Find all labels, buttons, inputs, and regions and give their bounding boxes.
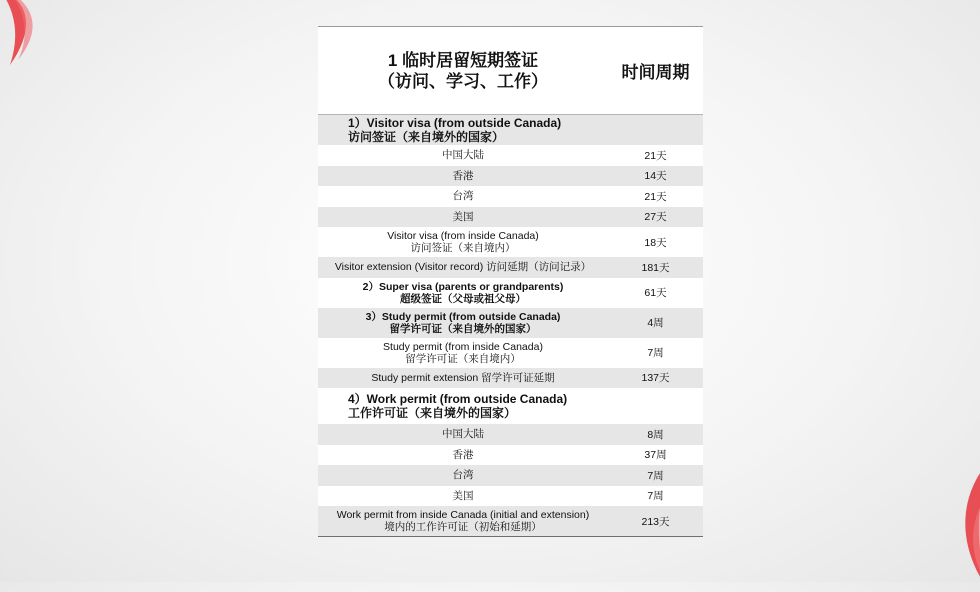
section-work-permit [318,388,703,424]
row-label-cn: 访问签证（来自境内） [410,242,516,254]
row-label-cn: 留学许可证（来自境外的国家） [389,322,537,335]
row-label-cn: 留学许可证（来自境内） [405,352,521,365]
table-row [318,207,703,228]
red-ribbon-decoration [0,0,50,70]
row-label: 台湾 [452,469,474,482]
table-row [318,465,703,486]
table-row [318,166,703,187]
section-title: 1）Visitor visa (from outside Canada) [348,116,562,130]
row-label: 香港 [452,448,474,461]
row-label: 中国大陆 [442,149,484,162]
table-row [318,424,703,445]
row-label: Visitor visa (from inside Canada) [387,230,539,242]
row-label: Study permit (from inside Canada) [383,340,543,353]
table-row [318,257,703,278]
header-title-line1: 1 临时居留短期签证 [387,50,539,70]
table-header [318,27,703,115]
row-value: 61天 [644,287,667,299]
header-title [318,50,608,92]
row-value: 27天 [644,211,667,224]
row-label: 美国 [452,489,474,502]
row-value: 21天 [644,149,667,162]
header-title-line2: （访问、学习、工作） [378,71,548,91]
row-label: Work permit from inside Canada (initial and extension) [336,509,590,521]
row-value: 4周 [647,317,664,329]
row-value: 21天 [644,190,667,203]
row-label: 香港 [452,169,474,182]
table-row [318,368,703,389]
row-value: 7周 [647,347,664,359]
visa-processing-times-table [318,26,703,537]
section-visitor-visa [318,115,703,145]
table-row [318,278,703,308]
row-value: 213天 [641,515,670,528]
table-row [318,486,703,507]
table-row [318,445,703,466]
row-value: 18天 [644,236,667,249]
row-label: 中国大陆 [442,428,484,441]
table-row [318,145,703,166]
row-label-cn: 境内的工作许可证（初始和延期） [384,521,542,533]
table-row [318,308,703,338]
row-value: 137天 [641,372,670,385]
row-value: 14天 [644,170,667,183]
red-ribbon-decoration [950,462,980,592]
row-label: 台湾 [452,190,474,203]
table-row [318,338,703,368]
row-value: 37周 [644,449,667,462]
row-label: 2）Super visa (parents or grandparents) [362,280,564,293]
header-column-period: 时间周期 [621,63,690,82]
row-value: 7周 [647,490,664,503]
section-subtitle: 访问签证（来自境外的国家） [348,130,505,144]
row-value: 181天 [641,261,670,274]
row-label: 3）Study permit (from outside Canada) [365,310,561,323]
row-value: 7周 [647,469,664,482]
row-label: Visitor extension (Visitor record) 访问延期（访问记录） [334,261,592,274]
table-row [318,186,703,207]
row-label-cn: 超级签证（父母或祖父母） [400,292,526,305]
section-title: 4）Work permit (from outside Canada) [348,392,568,406]
table-row [318,227,703,257]
table-row [318,506,703,536]
row-value: 8周 [647,428,664,441]
row-label: Study permit extension 留学许可证延期 [371,371,555,384]
row-label: 美国 [452,210,474,223]
section-subtitle: 工作许可证（来自境外的国家） [348,406,517,420]
